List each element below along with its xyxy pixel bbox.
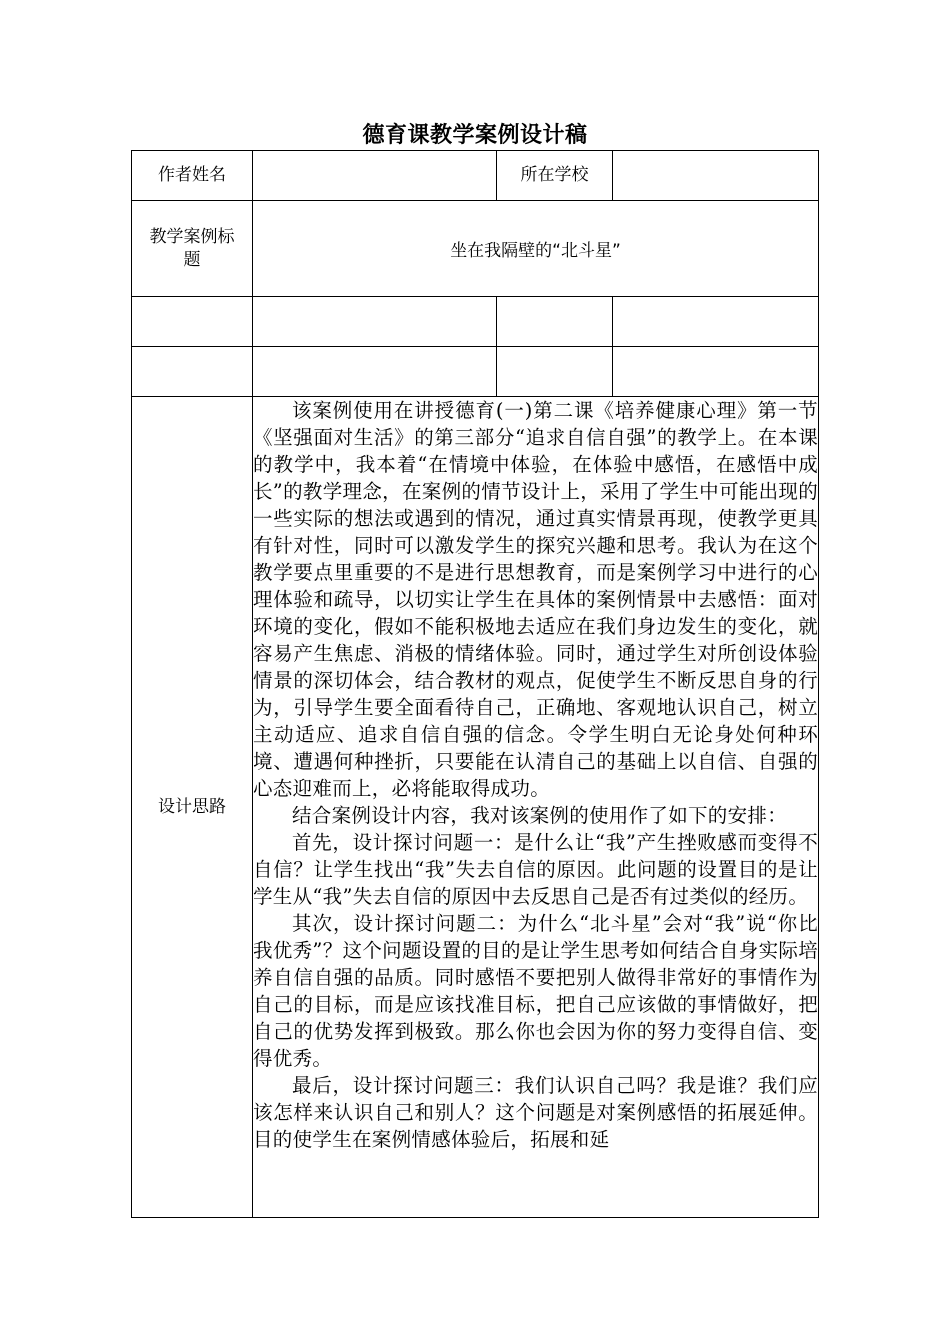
blank-row-1 (132, 297, 819, 347)
document-title: 德育课教学案例设计稿 (362, 122, 588, 148)
case-title-row (132, 201, 819, 297)
school-label: 所在学校 (497, 151, 613, 201)
design-idea-text (253, 397, 818, 1217)
blank-cell[interactable] (497, 347, 613, 397)
blank-cell[interactable] (253, 347, 497, 397)
blank-cell[interactable] (132, 297, 253, 347)
author-name-label: 作者姓名 (132, 151, 253, 201)
blank-row-2 (132, 347, 819, 397)
case-title-label: 教学案例标题 (132, 201, 253, 297)
design-idea-content[interactable] (253, 397, 819, 1218)
design-paragraph: 最后，设计探讨问题三：我们认识自己吗？我是谁？我们应该怎样来认识自己和别人？这个问题是对案例感悟的拓展延伸。目的使学生在案例情感体验后，拓展和延 (253, 1074, 818, 1151)
author-row (132, 151, 819, 201)
blank-cell[interactable] (613, 297, 819, 347)
design-paragraph: 首先，设计探讨问题一：是什么让“我”产生挫败感而变得不自信？让学生找出“我”失去自信的原因。此问题的设置目的是让学生从“我”失去自信的原因中去反思自己是否有过类似的经历。 (253, 831, 818, 908)
case-design-form (131, 150, 819, 1218)
blank-cell[interactable] (613, 347, 819, 397)
school-value[interactable] (613, 151, 819, 201)
blank-cell[interactable] (497, 297, 613, 347)
author-name-value[interactable] (253, 151, 497, 201)
design-paragraph: 结合案例设计内容，我对该案例的使用作了如下的安排： (292, 804, 788, 827)
blank-cell[interactable] (253, 297, 497, 347)
blank-cell[interactable] (132, 347, 253, 397)
case-title-value[interactable]: 坐在我隔壁的“北斗星” (253, 201, 819, 297)
design-paragraph: 其次，设计探讨问题二：为什么“北斗星”会对“我”说“你比我优秀”？这个问题设置的目的是让学生思考如何结合自身实际培养自信自强的品质。同时感悟不要把别人做得非常好的事情作为自己的目标，而是应该找准目标，把自己应该做的事情做好，把自己的优势发挥到极致。那么你也会因为你的努力变得自信、变得优秀。 (253, 912, 818, 1070)
design-paragraph: 该案例使用在讲授德育(一)第二课《培养健康心理》第一节《坚强面对生活》的第三部分“追求自信自强”的教学上。在本课的教学中，我本着“在情境中体验，在体验中感悟，在感悟中成长”的教学理念，在案例的情节设计上，采用了学生中可能出现的一些实际的想法或遇到的情况，通过真实情景再现，使教学更具有针对性，同时可以激发学生的探究兴趣和思考。我认为在这个教学要点里重要的不是进行思想教育，而是案例学习中进行的心理体验和疏导，以切实让学生在具体的案例情景中去感悟：面对环境的变化，假如不能积极地去适应在我们身边发生的变化，就容易产生焦虑、消极的情绪体验。同时，通过学生对所创设体验情景的深切体会，结合教材的观点，促使学生不断反思自身的行为，引导学生要全面看待自己，正确地、客观地认识自己，树立主动适应、追求自信自强的信念。令学生明白无论身处何种环境、遭遇何种挫折，只要能在认清自己的基础上以自信、自强的心态迎难而上，必将能取得成功。 (253, 399, 818, 800)
design-idea-label: 设计思路 (132, 397, 253, 1218)
design-row (132, 397, 819, 1218)
